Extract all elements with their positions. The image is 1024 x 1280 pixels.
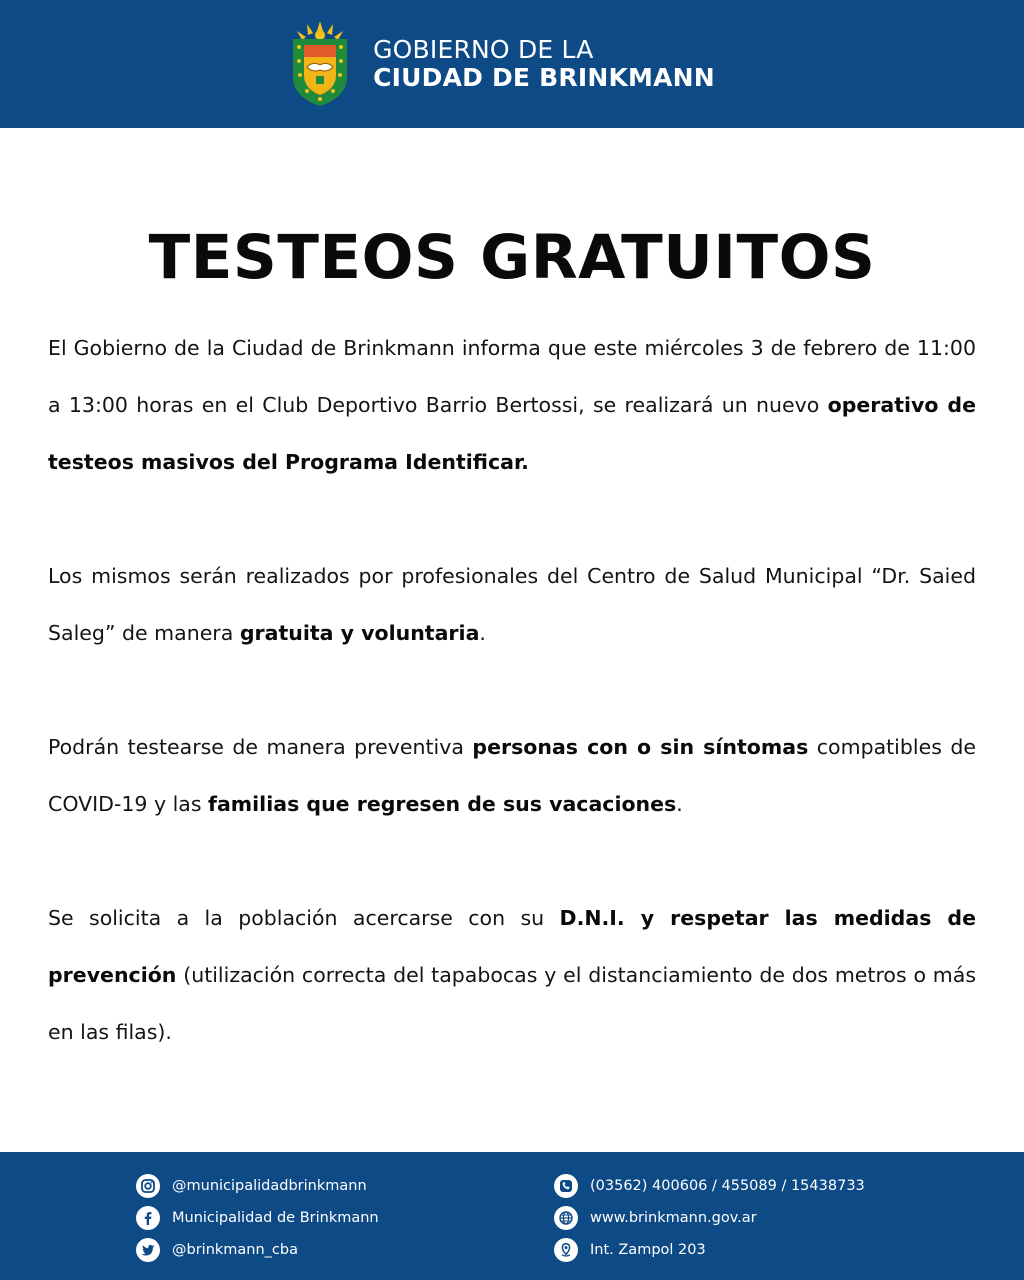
paragraph-schedule-bold: operativo de testeos masivos del Programa Identificar. bbox=[48, 393, 976, 474]
paragraph-requirements-text-2: (utilización correcta del tapabocas y el distanciamiento de dos metros o más en las filas). bbox=[48, 963, 976, 1044]
government-line-1: GOBIERNO DE LA bbox=[373, 35, 594, 64]
footer-instagram[interactable] bbox=[136, 1170, 379, 1202]
paragraph-schedule-text: El Gobierno de la Ciudad de Brinkmann informa que este miércoles 3 de febrero de 11:00 a 13:00 horas en el Club Deportivo Barrio Bertossi, se realizará un nuevo bbox=[48, 336, 976, 417]
footer-twitter-label: @brinkmann_cba bbox=[172, 1242, 298, 1258]
footer-phone-label: (03562) 400606 / 455089 / 15438733 bbox=[590, 1178, 865, 1194]
city-crest-icon bbox=[289, 21, 351, 107]
footer-website[interactable] bbox=[554, 1202, 865, 1234]
paragraph-providers bbox=[48, 548, 976, 662]
footer-address-label: Int. Zampol 203 bbox=[590, 1242, 706, 1258]
instagram-icon bbox=[136, 1174, 160, 1198]
page-title: TESTEOS GRATUITOS bbox=[148, 222, 876, 293]
paragraph-requirements-text-1: Se solicita a la población acercarse con su bbox=[48, 906, 560, 930]
paragraph-schedule bbox=[48, 320, 976, 491]
paragraph-requirements bbox=[48, 890, 976, 1061]
paragraph-eligibility-bold-2: familias que regresen de sus vacaciones bbox=[208, 792, 677, 816]
paragraph-eligibility-text-1: Podrán testearse de manera preventiva bbox=[48, 735, 473, 759]
announcement-body bbox=[48, 320, 976, 1118]
paragraph-providers-bold: gratuita y voluntaria bbox=[239, 621, 480, 645]
location-pin-icon bbox=[554, 1238, 578, 1262]
footer-facebook-label: Municipalidad de Brinkmann bbox=[172, 1210, 379, 1226]
footer-website-label: www.brinkmann.gov.ar bbox=[590, 1210, 757, 1226]
footer-address[interactable] bbox=[554, 1234, 865, 1266]
globe-icon bbox=[554, 1206, 578, 1230]
header-branding bbox=[289, 21, 715, 107]
government-name bbox=[373, 36, 715, 92]
phone-icon bbox=[554, 1174, 578, 1198]
footer-phone[interactable] bbox=[554, 1170, 865, 1202]
paragraph-eligibility bbox=[48, 719, 976, 833]
paragraph-eligibility-end: . bbox=[676, 792, 683, 816]
footer-social-column bbox=[136, 1170, 379, 1266]
header-banner bbox=[0, 0, 1024, 128]
paragraph-eligibility-text-2: compatibles de COVID-19 y las bbox=[48, 735, 976, 816]
government-line-2: CIUDAD DE BRINKMANN bbox=[373, 63, 715, 92]
footer-contact-column bbox=[554, 1170, 865, 1266]
twitter-icon bbox=[136, 1238, 160, 1262]
paragraph-providers-text: Los mismos serán realizados por profesionales del Centro de Salud Municipal “Dr. Saied Saleg” de manera bbox=[48, 564, 976, 645]
footer-facebook[interactable] bbox=[136, 1202, 379, 1234]
footer-instagram-label: @municipalidadbrinkmann bbox=[172, 1178, 367, 1194]
paragraph-requirements-bold-1: D.N.I. y respetar las medidas de prevención bbox=[48, 906, 976, 987]
facebook-icon bbox=[136, 1206, 160, 1230]
paragraph-eligibility-bold-1: personas con o sin síntomas bbox=[472, 735, 809, 759]
footer-twitter[interactable] bbox=[136, 1234, 379, 1266]
footer-contact-bar bbox=[0, 1152, 1024, 1280]
paragraph-providers-end: . bbox=[479, 621, 486, 645]
